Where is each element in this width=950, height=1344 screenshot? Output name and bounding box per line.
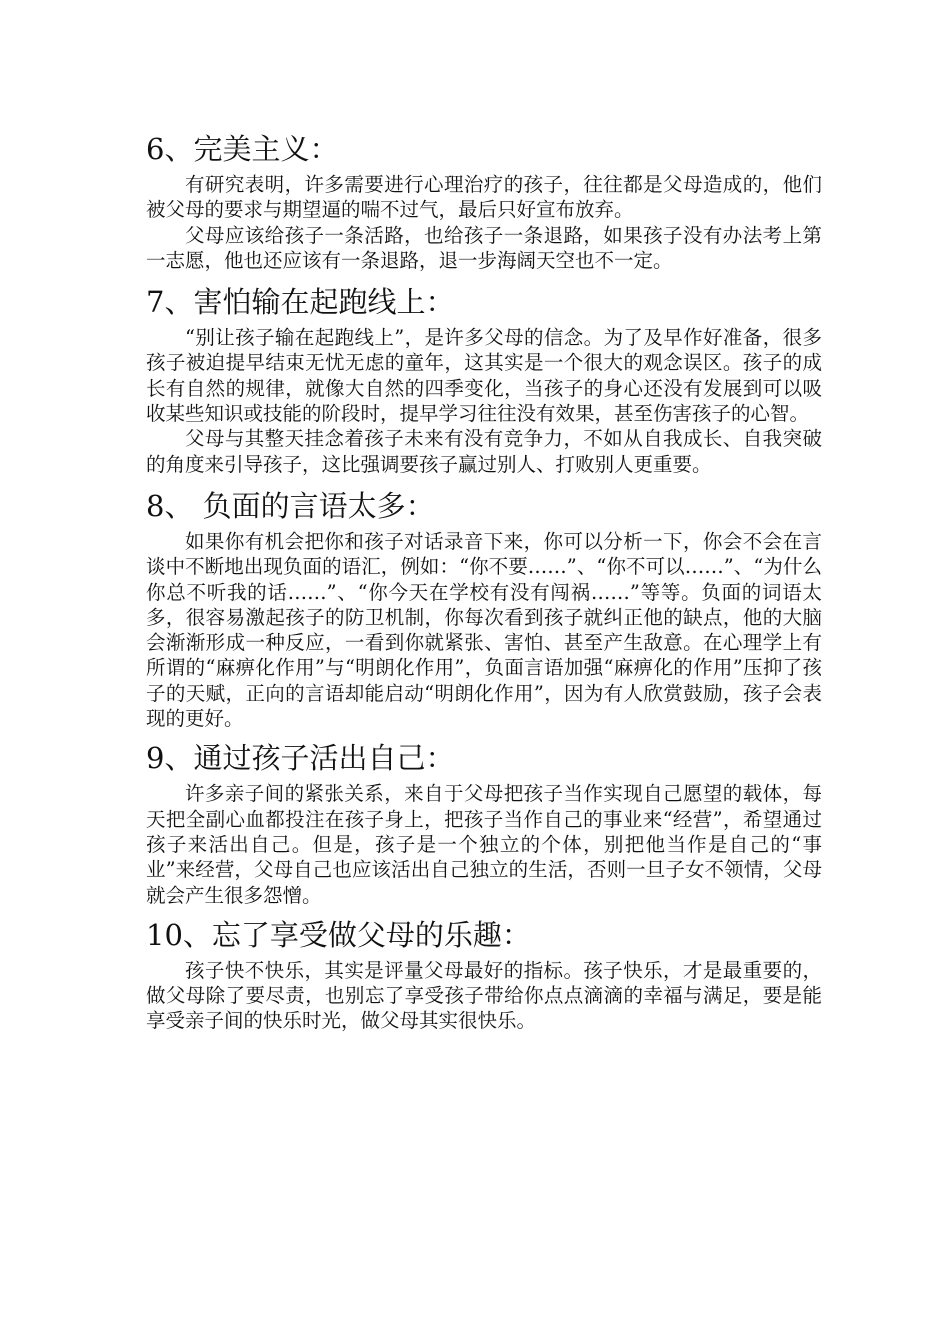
section-heading: 8、 负面的言语太多： [146,488,435,523]
paragraph: 如果你有机会把你和孩子对话录音下来，你可以分析一下，你会不会在言谈中不断地出现负面的语汇，例如：“你不要……”、“你不可以……”、“为什么你总不听我的话……”、“你今天在学校有没有闯祸……”等等。负面的词语太多，很容易激起孩子的防卫机制，你每次看到孩子就纠正他的缺点，他的大脑会渐渐形成一种反应，一看到你就紧张、害怕、甚至产生敌意。在心理学上有所谓的“麻痹化作用”与“明朗化作用”，负面言语加强“麻痹化的作用”压抑了孩子的天赋，正向的言语却能启动“明朗化作用”，因为有人欣赏鼓励，孩子会表现的更好。 [146,529,822,731]
section-perfectionism [146,130,822,273]
section-starting-line [146,283,822,477]
section-enjoy-parenting [146,916,822,1034]
section-heading: 7、害怕输在起跑线上： [146,285,455,320]
paragraph: 有研究表明，许多需要进行心理治疗的孩子，往往都是父母造成的，他们被父母的要求与期望逼的喘不过气，最后只好宣布放弃。 [146,173,822,222]
section-living-through-child [146,739,822,907]
document-page [146,128,822,1034]
paragraph: 孩子快不快乐，其实是评量父母最好的指标。孩子快乐，才是最重要的，做父母除了要尽责，也别忘了享受孩子带给你点点滴滴的幸福与满足，要是能享受亲子间的快乐时光，做父母其实很快乐。 [146,958,822,1033]
paragraph: 父母与其整天挂念着孩子未来有没有竞争力，不如从自我成长、自我突破的角度来引导孩子，这比强调要孩子赢过别人、打败别人更重要。 [146,427,822,476]
paragraph: “别让孩子输在起跑线上”，是许多父母的信念。为了及早作好准备，很多孩子被迫提早结束无忧无虑的童年，这其实是一个很大的观念误区。孩子的成长有自然的规律，就像大自然的四季变化，当孩子的身心还没有发展到可以吸收某些知识或技能的阶段时，提早学习往往没有效果，甚至伤害孩子的心智。 [146,326,822,426]
section-heading: 10、忘了享受做父母的乐趣： [146,917,531,952]
section-heading: 9、通过孩子活出自己： [146,741,455,776]
paragraph: 父母应该给孩子一条活路，也给孩子一条退路，如果孩子没有办法考上第一志愿，他也还应该有一条退路，退一步海阔天空也不一定。 [146,223,822,272]
section-heading: 6、完美主义： [146,132,339,166]
section-negative-words [146,487,822,731]
paragraph: 许多亲子间的紧张关系，来自于父母把孩子当作实现自己愿望的载体，每天把全副心血都投注在孩子身上，把孩子当作自己的事业来“经营”，希望通过孩子来活出自己。但是，孩子是一个独立的个体，别把他当作是自己的“事业”来经营，父母自己也应该活出自己独立的生活，否则一旦子女不领情，父母就会产生很多怨憎。 [146,782,822,907]
